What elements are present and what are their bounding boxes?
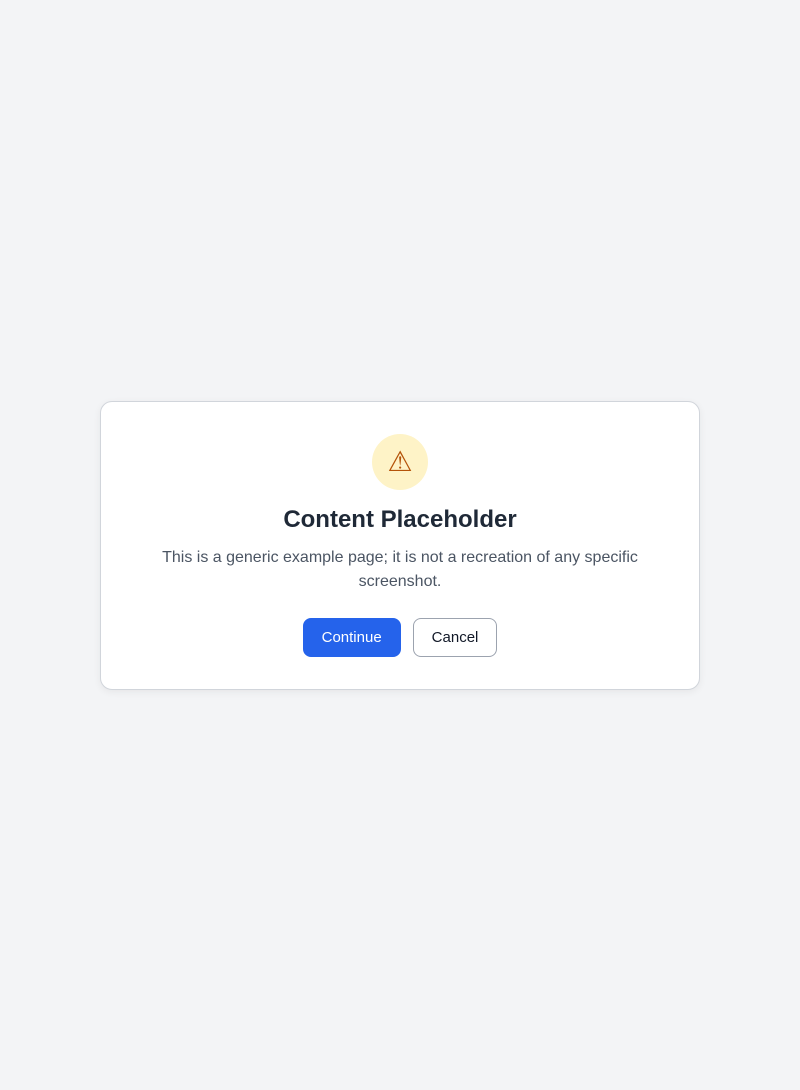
page-title: Content Placeholder <box>283 505 517 533</box>
cancel-button[interactable]: Cancel <box>413 618 498 657</box>
notice-card <box>100 401 700 690</box>
notice-body: This is a generic example page; it is not a recreation of any specific screenshot. <box>162 548 638 590</box>
warning-icon: ⚠ <box>372 434 428 490</box>
action-row <box>133 618 667 657</box>
continue-button[interactable]: Continue <box>303 618 401 657</box>
